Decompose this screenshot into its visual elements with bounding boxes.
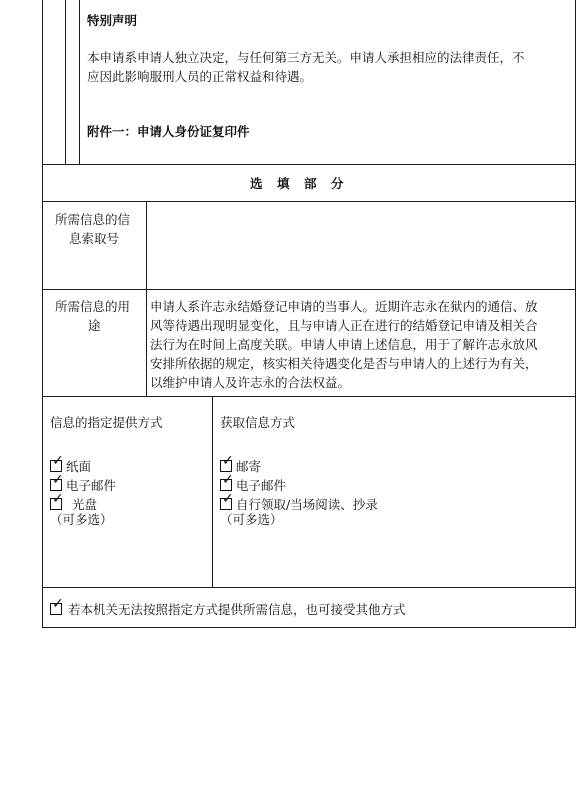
purpose-label-line-2: 途 xyxy=(88,318,101,333)
obtain-option-label: 自行领取/当场阅读、抄录 xyxy=(236,497,378,512)
purpose-label-line-1: 所需信息的用 xyxy=(55,299,131,314)
index-row-bottom-border xyxy=(42,289,576,290)
attachment-note: 附件一：申请人身份证复印件 xyxy=(87,124,250,139)
checkbox-checked-icon[interactable] xyxy=(220,491,234,510)
provide-option-label: 纸面 xyxy=(66,459,92,474)
purpose-text-line-1: 申请人系许志永结婚登记申请的当事人。近期许志永在狱内的通信、放 xyxy=(150,299,538,314)
checkbox-checked-icon[interactable] xyxy=(220,453,234,472)
provide-option-label: 光盘 xyxy=(72,497,98,512)
statement-line-2: 应因此影响服刑人员的正常权益和待遇。 xyxy=(87,69,313,84)
provide-method-title: 信息的指定提供方式 xyxy=(50,415,163,430)
alternative-method-option[interactable] xyxy=(50,596,406,618)
check-mark-icon: ✓ xyxy=(52,491,64,507)
method-row-bottom-border xyxy=(42,587,576,588)
purpose-row-bottom-border xyxy=(42,396,576,397)
obtain-option-label: 邮寄 xyxy=(236,459,262,474)
index-no-label-line-2: 息索取号 xyxy=(69,231,120,246)
index-no-label-line-1: 所需信息的信 xyxy=(55,212,131,227)
check-mark-icon: ✓ xyxy=(222,453,234,469)
check-mark-icon: ✓ xyxy=(222,472,234,488)
purpose-text-line-4: 安排所依据的规定，核实相关待遇变化是否与申请人的上述行为有关， xyxy=(150,356,538,371)
alternative-method-label: 若本机关无法按照指定方式提供所需信息，也可接受其他方式 xyxy=(68,602,406,617)
index-no-value[interactable] xyxy=(153,210,568,280)
provide-option-label: 电子邮件 xyxy=(66,478,117,493)
checkbox-checked-icon[interactable] xyxy=(50,453,64,472)
bottom-outer-border xyxy=(42,627,576,628)
statement-inner-border-a xyxy=(65,0,66,165)
statement-inner-border-b xyxy=(79,0,80,165)
check-mark-icon: ✓ xyxy=(52,472,64,488)
label-column-border xyxy=(146,201,147,397)
method-column-divider xyxy=(212,396,213,588)
checkbox-checked-icon[interactable] xyxy=(220,472,234,491)
checkbox-checked-icon[interactable] xyxy=(50,472,64,491)
check-mark-icon: ✓ xyxy=(52,596,64,612)
statement-bottom-border xyxy=(42,164,576,165)
obtain-method-title: 获取信息方式 xyxy=(220,415,296,430)
purpose-text-line-5: 以维护申请人及许志永的合法权益。 xyxy=(150,375,351,390)
optional-section-title: 选 填 部 分 xyxy=(250,176,345,191)
obtain-option-label: 电子邮件 xyxy=(236,478,287,493)
purpose-text-line-3: 法行为在时间上高度关联。申请人申请上述信息，用于了解许志永放风 xyxy=(150,337,538,352)
purpose-text-line-2: 风等待遇出现明显变化，且与申请人正在进行的结婚登记申请及相关合 xyxy=(150,318,538,333)
checkbox-checked-icon[interactable] xyxy=(50,491,64,510)
checkbox-checked-icon[interactable] xyxy=(50,596,64,615)
statement-line-1: 本申请系申请人独立决定，与任何第三方无关。申请人承担相应的法律责任，不 xyxy=(87,50,525,65)
right-outer-border xyxy=(575,0,576,628)
check-mark-icon: ✓ xyxy=(222,491,234,507)
statement-title: 特别声明 xyxy=(87,13,138,28)
provide-method-note: （可多选） xyxy=(50,512,113,527)
optional-title-bottom-border xyxy=(42,201,576,202)
check-mark-icon: ✓ xyxy=(52,453,64,469)
obtain-method-note: （可多选） xyxy=(220,512,283,527)
left-outer-border xyxy=(42,0,43,628)
